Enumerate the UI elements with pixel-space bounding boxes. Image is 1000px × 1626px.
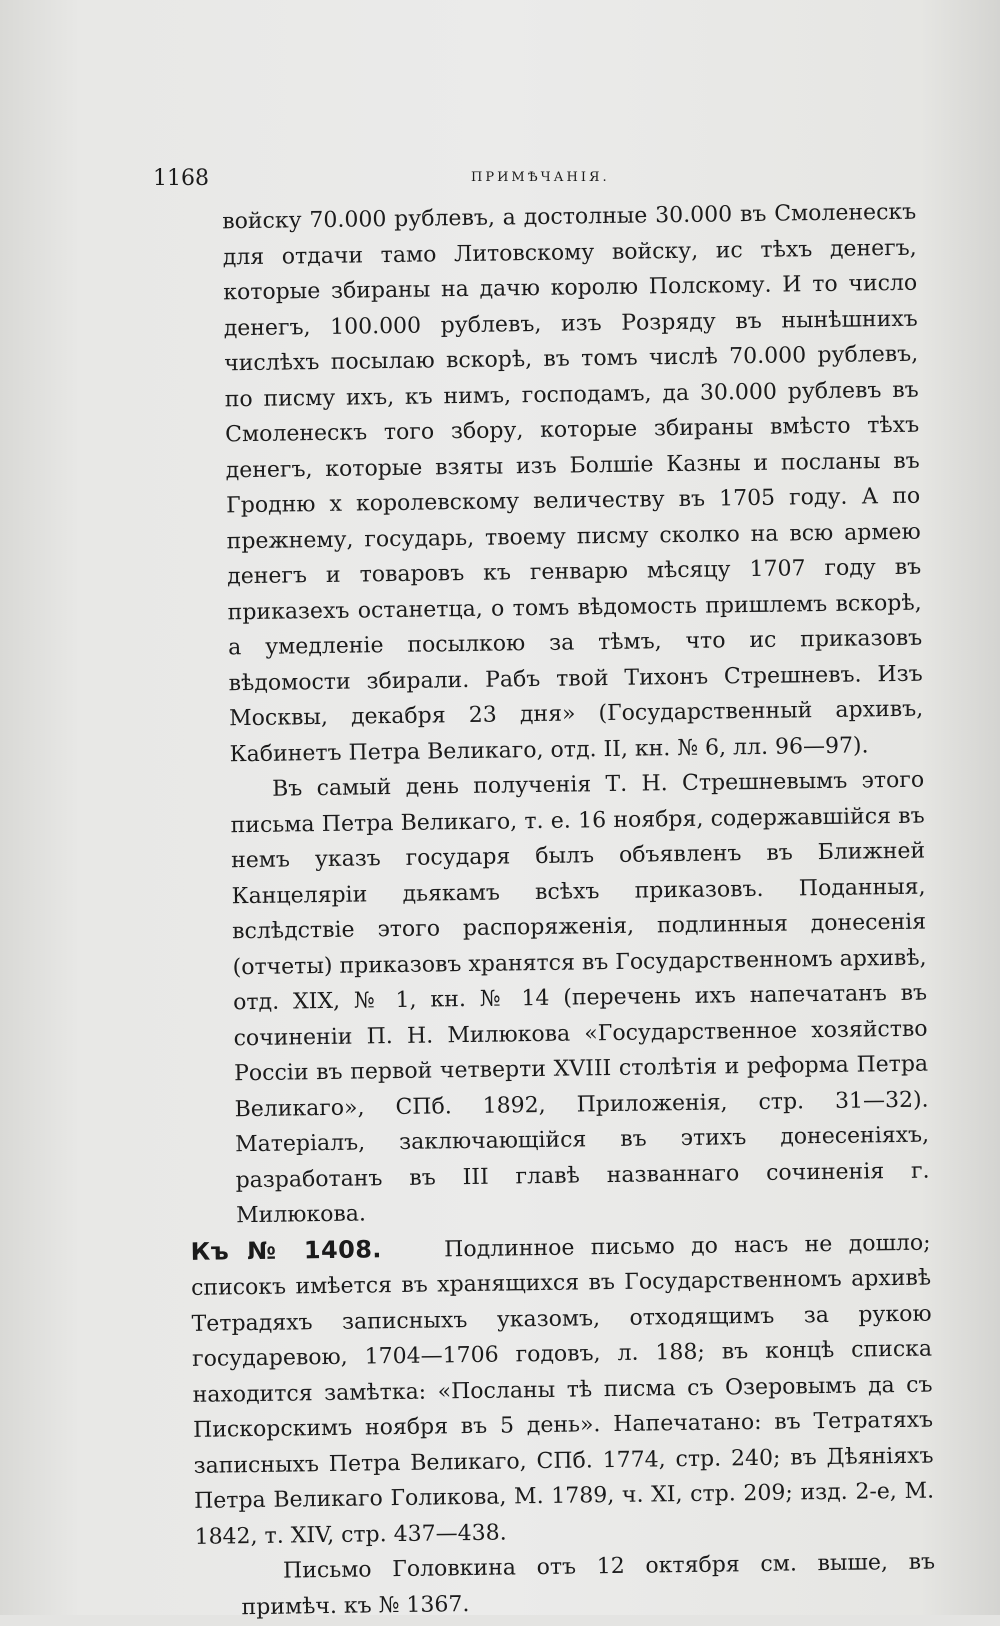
continued-paragraph: войску 70.000 рублевъ, а достолные 30.000 въ Смоленескъ для отдачи тамо Литовскому войску, ис тѣхъ денегъ, которые збираны на дачю королю Полскому. И то число денегъ, 100.000 рублевъ, изъ Розряду въ нынѣшнихъ числѣхъ посылаю вскорѣ, въ томъ числѣ 70.000 рублевъ, по писму ихъ, къ нимъ, господамъ, да 30.000 рублевъ въ Смоленескъ того збору, которые збираны вмѣсто тѣхъ денегъ, которые взяты изъ Болшіе Казны и посланы въ Гродню х королевскому величеству въ 1705 году. А по прежнему, государь, твоему писму сколко на всю армею денегъ и товаровъ къ генварю мѣсяцу 1707 году въ приказехъ останетца, о томъ вѣдомость пришлемъ вскорѣ, а умедленіе посылкою за тѣмъ, что ис приказовъ вѣдомости збирали. Рабъ твой Тихонъ Стрешневъ. Изъ Москвы, декабря 23 дня» (Государственный архивъ, Кабинетъ Петра Великаго, отд. II, кн. № 6, лл. 96—97). <box>222 199 924 767</box>
paragraph-decree-reports: Въ самый день полученія Т. Н. Стрешневымъ этого письма Петра Великаго, т. е. 16 ноября, содержавшійся въ немъ указъ государя былъ объявленъ въ Ближней Канцеляріи дьякамъ всѣхъ приказовъ. Поданныя, вслѣдствіе этого распоряженія, подлинныя донесенія (отчеты) приказовъ хранятся въ Государственномъ архивѣ, отд. XIX, № 1, кн. № 14 (перечень ихъ напечатанъ въ сочиненіи П. Н. Милюкова «Государственное хозяйство Россіи въ первой четверти XVIII столѣтія и реформа Петра Великаго», СПб. 1892, Приложенія, стр. 31—32). Матеріалъ, заключающійся въ этихъ донесеніяхъ, разработанъ въ III главѣ названнаго сочиненія г. Милюкова. <box>230 767 930 1229</box>
paragraph-golovkin-letter: Письмо Головкина отъ 12 октября см. выше, въ примѣч. къ № 1367. <box>241 1549 936 1620</box>
main-text-block <box>176 195 936 1626</box>
note-text: Подлинное письмо до насъ не дошло; списокъ имѣется въ хранящихся въ Государственномъ архивѣ Тетрадяхъ записныхъ указомъ, отходящимъ за рукою государевою, 1704—1706 годовъ, л. 188; въ концѣ списка находится замѣтка: «Посланы тѣ писма съ Озеровымъ да съ Пискорскимъ ноября въ 5 день». Напечатано: въ Тетратяхъ записныхъ Петра Великаго, СПб. 1774, стр. 240; въ Дѣяніяхъ Петра Великаго Голикова, М. 1789, ч. XI, стр. 209; изд. 2-е, М. 1842, т. XIV, стр. 437—438. <box>190 1230 935 1550</box>
running-head: ПРИМѢЧАНІЯ. <box>471 170 610 185</box>
page-number: 1168 <box>153 166 209 191</box>
note-1408-paragraph <box>190 1224 934 1555</box>
page-header <box>153 165 913 195</box>
note-label: Къ № 1408. <box>190 1234 383 1266</box>
